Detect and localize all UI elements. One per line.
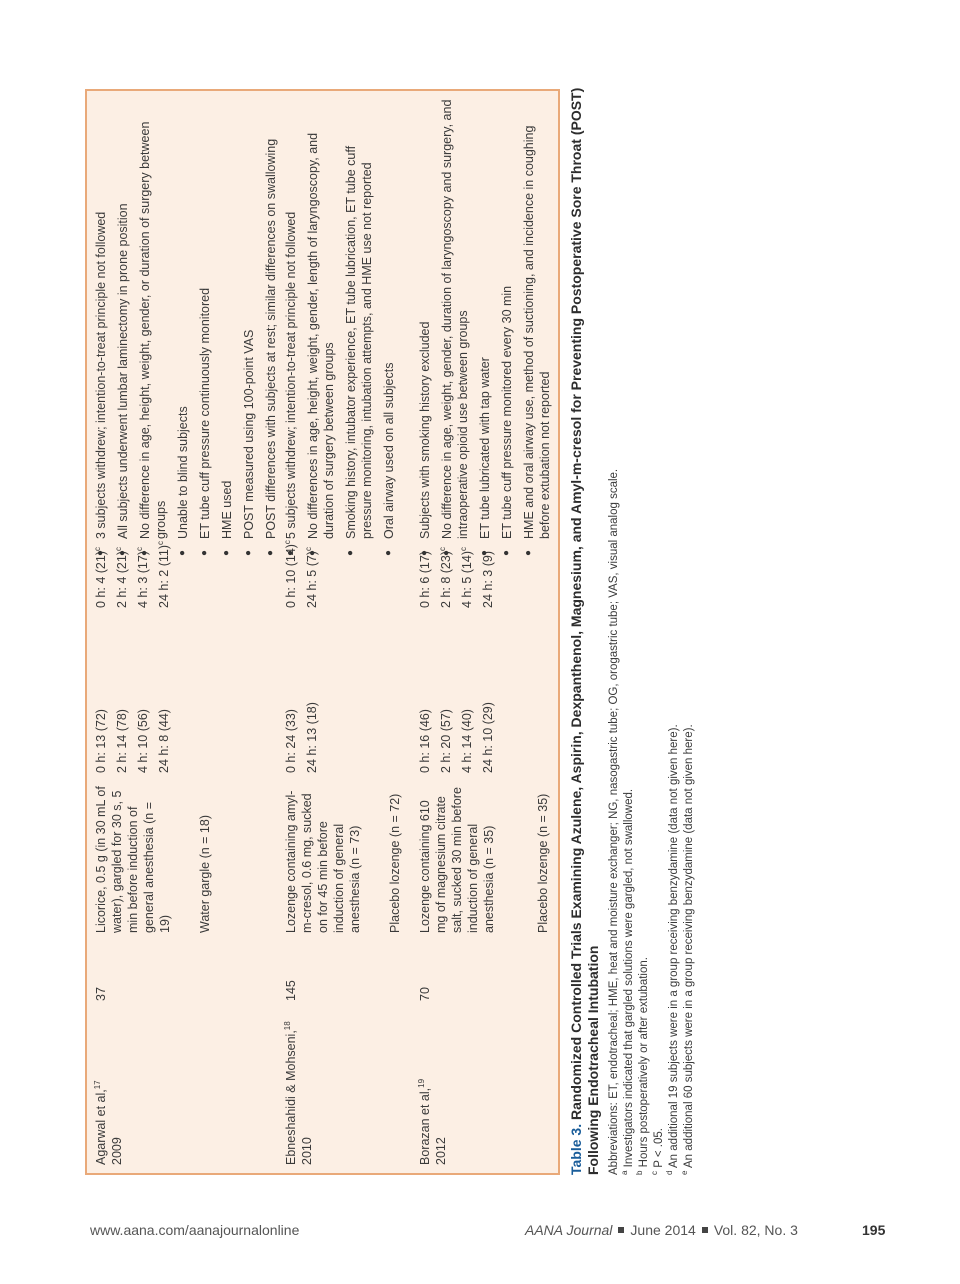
post-value: 24 h: 8 (44) <box>157 709 171 773</box>
footnote <box>667 85 682 1175</box>
footnote-text: An additional 19 subjects were in a group receiving benzydamine (data not given here). <box>668 724 680 1168</box>
group-desc: Lozenge containing amyl-m-cresol, 0.6 mg, sucked on for 45 min before induction of general anesthesia (n = 73) <box>284 790 362 933</box>
note-item: ● HME used <box>219 96 235 556</box>
post-value: 24 h: 10 (29) <box>481 702 495 773</box>
study-ref: 18 <box>282 1021 292 1031</box>
page-number: 195 <box>862 1222 886 1238</box>
post-value: 0 h: 10 $(14)^c$ <box>282 540 298 608</box>
note-item: ● POST differences with subjects at rest; similar differences on swallowing <box>263 96 279 556</box>
group-cell <box>283 783 363 933</box>
table-label: Table 3. <box>568 1123 584 1175</box>
footnote <box>637 85 652 1175</box>
note-item: ● ET tube lubricated with tap water <box>477 96 493 556</box>
group-cell <box>535 783 551 933</box>
footnote-text: Hours postoperatively or after extubation. <box>638 957 650 1168</box>
study-cell <box>283 995 315 1165</box>
rotated-table-page <box>85 85 695 1175</box>
study-cell <box>417 995 449 1165</box>
group-desc: Placebo lozenge (n = 72) <box>388 793 402 933</box>
study-name: Ebneshahidi & Mohseni, <box>284 1030 298 1165</box>
note-item: ● 3 subjects withdrew; intention-to-treat principle not followed <box>93 96 109 556</box>
note-item: ● 5 subjects withdrew; intention-to-treat principle not followed <box>283 96 299 556</box>
notes-cell <box>417 96 559 556</box>
journal-name: AANA Journal <box>525 1222 613 1238</box>
post-values <box>417 603 501 773</box>
group-desc: Lozenge containing 610 mg of magnesium citrate salt, sucked 30 min before induction of general anesthesia (n = 35) <box>418 787 496 933</box>
n-cell: 37 <box>94 987 108 1001</box>
group-cell <box>93 783 173 933</box>
note-item: ● HME and oral airway use, method of suctioning, and incidence in coughing before extubation not reported <box>521 96 553 556</box>
post-value: 0 h: 6 (17) <box>418 551 432 608</box>
post-value: 4 h: 10 (56) <box>136 709 150 773</box>
study-ref: 19 <box>416 1078 426 1088</box>
post-value: 24 h: 3 (9) <box>481 551 495 608</box>
note-item: ● POST measured using 100-point VAS <box>241 96 257 556</box>
post-value: 0 h: 4 $(21)^c$ <box>92 547 108 608</box>
post-value: 0 h: 13 (72) <box>94 709 108 773</box>
volume-info: Vol. 82, No. 3 <box>713 1222 798 1238</box>
post-value: 2 h: 14 (78) <box>115 709 129 773</box>
footnote-text: An additional 60 subjects were in a group receiving benzydamine (data not given here). <box>683 724 695 1168</box>
post-value: 2 h: 4 $(21)^c$ <box>113 547 129 608</box>
footnote <box>652 85 667 1175</box>
n-cell: 145 <box>284 980 298 1001</box>
post-value: 2 h: 8 $(23)^c$ <box>437 547 453 608</box>
note-item: ● ET tube cuff pressure continuously monitored <box>197 96 213 556</box>
note-item: ● Oral airway used on all subjects <box>381 96 397 556</box>
abbreviations: Abbreviations: ET, endotracheal; HME, heat and moisture exchanger; NG, nasogastric tube; OG, orogastric tube; VAS, visual analog scale. <box>608 468 620 1175</box>
note-item: ● No difference in age, height, weight, gender, or duration of surgery between groups <box>137 96 169 556</box>
issue-date: June 2014 <box>630 1222 696 1238</box>
table-3 <box>85 89 560 1175</box>
footnote-mark: a <box>620 1170 630 1175</box>
post-value: 4 h: 3 $(17)^c$ <box>134 547 150 608</box>
footnote-text: Investigators indicated that gargled solutions were gargled, not swallowed. <box>623 788 635 1168</box>
post-value: 0 h: 24 (33) <box>284 709 298 773</box>
note-item: ● All subjects underwent lumbar laminectomy in prone position <box>115 96 131 556</box>
footnote-mark: d <box>665 1170 675 1175</box>
study-year: 2012 <box>434 1137 448 1165</box>
post-value: 24 h: 2 $(11)^c$ <box>155 540 171 608</box>
post-values <box>283 603 325 773</box>
group-cell <box>197 783 213 933</box>
table-title: Randomized Controlled Trials Examining Azulene, Aspirin, Dexpanthenol, Magnesium, and Amyl-m-cresol for Preventing Postoperative Sore Throat (POST) Following Endotracheal Intubation <box>568 87 601 1175</box>
footnote-mark: c <box>650 1171 660 1175</box>
group-cell <box>387 783 403 933</box>
study-year: 2009 <box>110 1137 124 1165</box>
group-desc: Licorice, 0.5 g (in 30 mL of water), gargled for 30 s, 5 min before induction of general anesthesia (n = 19) <box>94 786 172 933</box>
post-value: 2 h: 20 (57) <box>439 709 453 773</box>
group-desc: Placebo lozenge (n = 35) <box>536 793 550 933</box>
post-value: 24 h: 13 (18) <box>305 702 319 773</box>
separator-square-icon <box>618 1227 624 1233</box>
study-name: Agarwal et al, <box>94 1089 108 1165</box>
notes-cell <box>93 96 285 556</box>
footnote <box>622 85 637 1175</box>
notes-cell <box>283 96 403 556</box>
post-value: 4 h: 14 (40) <box>460 709 474 773</box>
note-item: ● Subjects with smoking history excluded <box>417 96 433 556</box>
post-values <box>93 603 177 773</box>
note-item: ● No difference in age, weight, gender, duration of laryngoscopy and surgery, and intraoperative opioid use between groups <box>439 96 471 556</box>
study-year: 2010 <box>300 1137 314 1165</box>
study-cell <box>93 985 125 1165</box>
post-value: 4 h: 5 $(14)^c$ <box>458 547 474 608</box>
footnote <box>682 85 697 1175</box>
note-item: ● No differences in age, height, weight, gender, length of laryngoscopy, and duration of surgery between groups <box>305 96 337 556</box>
group-desc: Water gargle (n = 18) <box>198 815 212 933</box>
separator-square-icon <box>702 1227 708 1233</box>
study-name: Borazan et al, <box>418 1087 432 1165</box>
footnote-mark: e <box>680 1170 690 1175</box>
table-caption <box>568 85 602 1175</box>
footer-journal-info <box>525 1222 798 1238</box>
study-ref: 17 <box>92 1080 102 1090</box>
n-cell: 70 <box>418 987 432 1001</box>
table-footnotes <box>607 85 697 1175</box>
footnote-mark: b <box>635 1170 645 1175</box>
note-item: ● Smoking history, intubator experience, ET tube lubrication, ET tube cuff pressure monitoring, intubation attempts, and HME use not reported <box>343 96 375 556</box>
note-item: ● Unable to blind subjects <box>175 96 191 556</box>
post-value: 24 h: 5 $(7)^c$ <box>303 547 319 608</box>
footer-url[interactable]: www.aana.com/aanajournalonline <box>90 1222 300 1238</box>
group-cell <box>417 783 497 933</box>
post-value: 0 h: 16 (46) <box>418 709 432 773</box>
note-item: ● ET tube cuff pressure monitored every 30 min <box>499 96 515 556</box>
footnote-text: P < .05. <box>653 1128 665 1168</box>
